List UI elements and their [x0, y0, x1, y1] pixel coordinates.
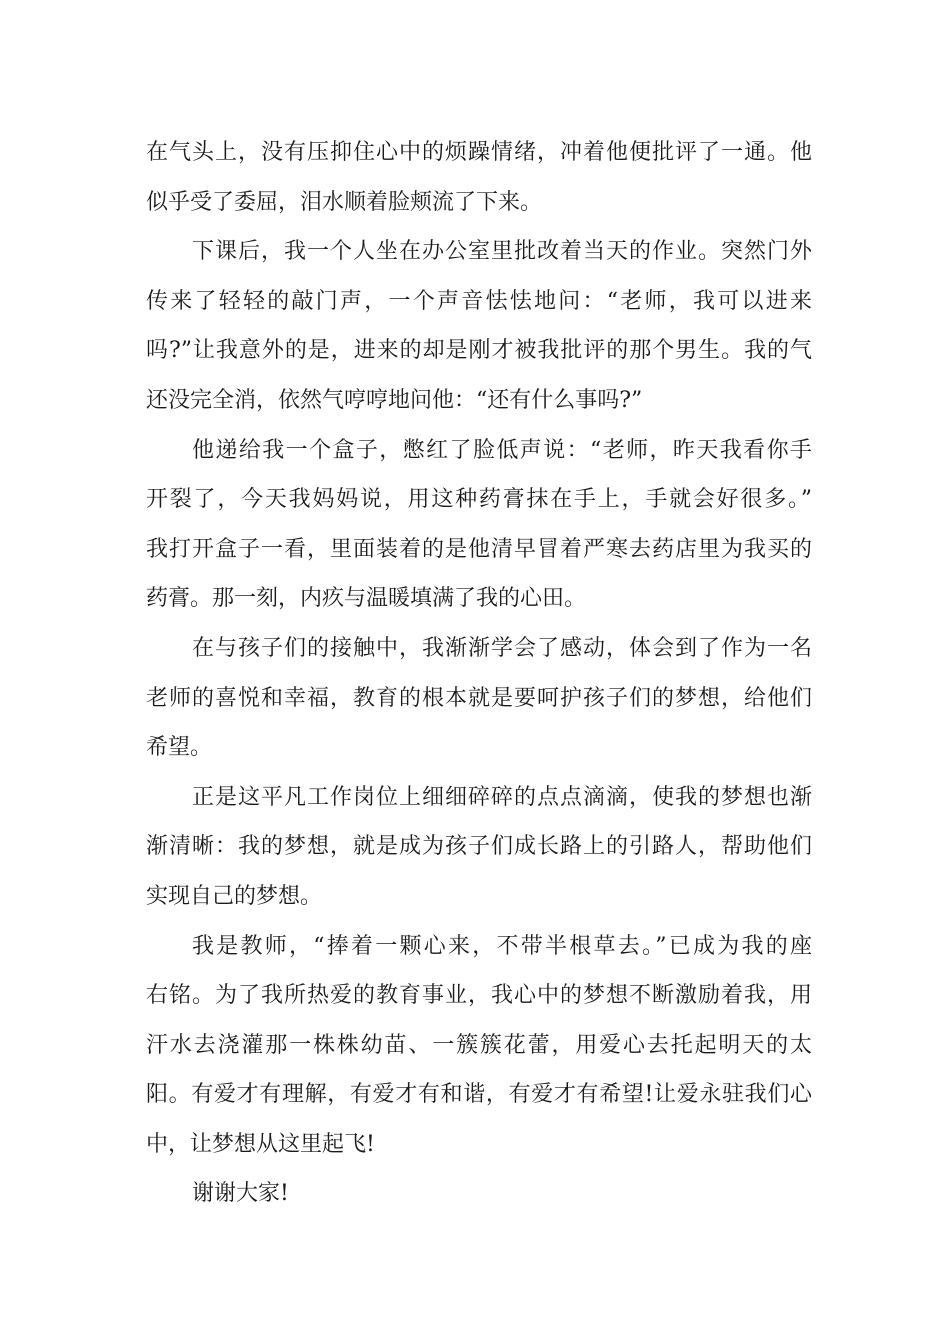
- text-line: 似乎受了委屈，泪水顺着脸颊流了下来。: [146, 189, 543, 215]
- text-line: 开裂了，今天我妈妈说，用这种药膏抹在手上，手就会好很多。”: [146, 487, 812, 513]
- text-line: 实现自己的梦想。: [146, 883, 323, 909]
- text-line: 在气头上，没有压抑住心中的烦躁情绪，冲着他便批评了一通。他: [146, 140, 812, 165]
- text-line: 吗?”让我意外的是，进来的却是刚才被我批评的那个男生。我的气: [146, 338, 812, 364]
- text-line: 下课后，我一个人坐在办公室里批改着当天的作业。突然门外: [192, 239, 812, 265]
- text-line: 他递给我一个盒子，憋红了脸低声说：“老师，昨天我看你手: [192, 437, 812, 463]
- text-line: 在与孩子们的接触中，我渐渐学会了感动，体会到了作为一名: [192, 635, 812, 661]
- text-line: 渐清晰：我的梦想，就是成为孩子们成长路上的引路人，帮助他们: [146, 834, 812, 860]
- text-line: 希望。: [146, 735, 213, 761]
- text-line: 还没完全消，依然气哼哼地问他：“还有什么事吗?”: [146, 387, 643, 413]
- text-line: 汗水去浇灌那一株株幼苗、一簇簇花蕾，用爱心去托起明天的太: [146, 1032, 812, 1058]
- text-line: 右铭。为了我所热爱的教育事业，我心中的梦想不断激励着我，用: [146, 983, 812, 1009]
- text-line: 中，让梦想从这里起飞!: [146, 1131, 375, 1157]
- text-line: 阳。有爱才有理解，有爱才有和谐，有爱才有希望!让爱永驻我们心: [146, 1082, 812, 1108]
- text-line: 我打开盒子一看，里面装着的是他清早冒着严寒去药店里为我买的: [146, 536, 812, 562]
- text-line: 老师的喜悦和幸福，教育的根本就是要呵护孩子们的梦想，给他们: [146, 685, 812, 711]
- text-line: 正是这平凡工作岗位上细细碎碎的点点滴滴，使我的梦想也渐: [192, 784, 812, 810]
- text-line: 药膏。那一刻，内疚与温暖填满了我的心田。: [146, 586, 587, 612]
- body-text: [146, 128, 812, 1219]
- text-line: 我是教师，“捧着一颗心来，不带半根草去。”已成为我的座: [192, 933, 812, 959]
- text-line: 谢谢大家!: [192, 1181, 289, 1207]
- text-line: 传来了轻轻的敲门声，一个声音怯怯地问：“老师，我可以进来: [146, 288, 812, 314]
